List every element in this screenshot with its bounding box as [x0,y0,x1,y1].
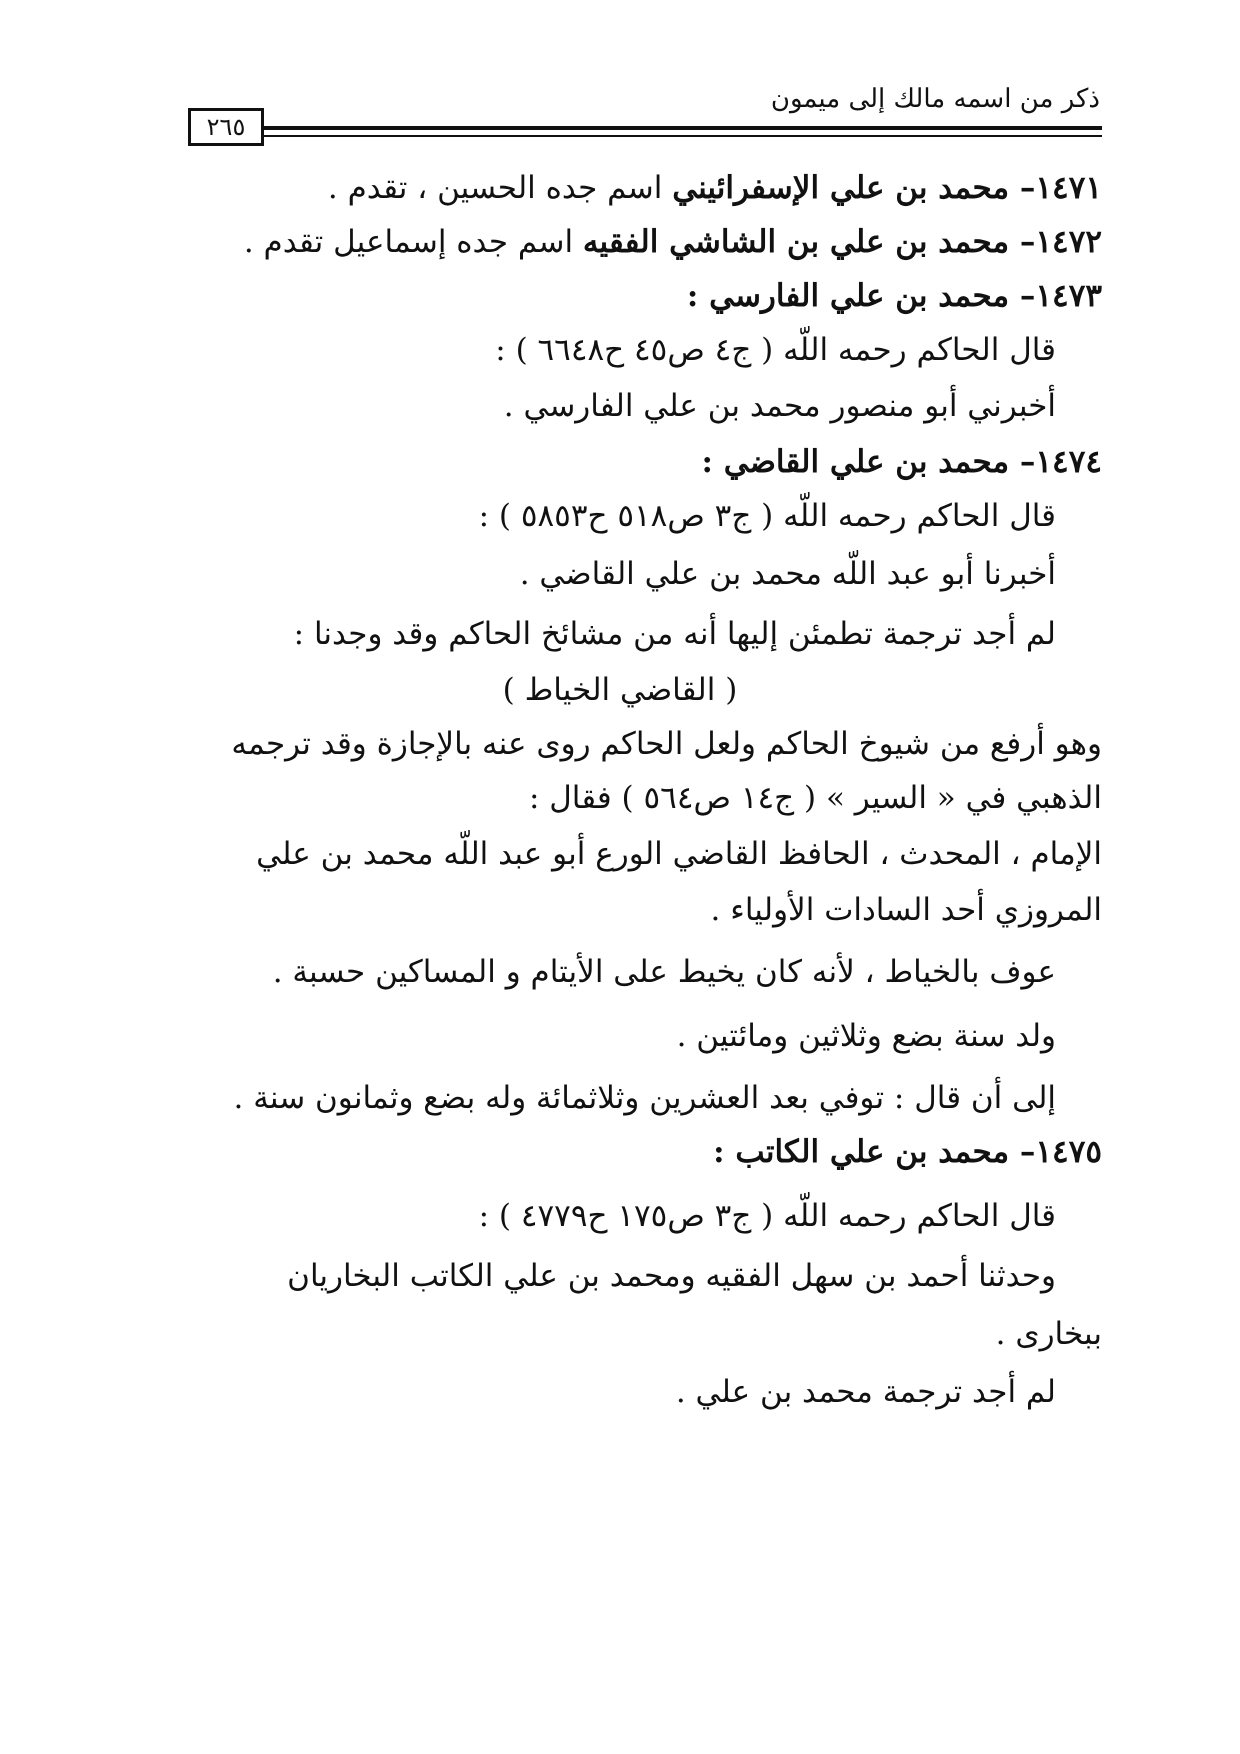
running-title: ذكر من اسمه مالك إلى ميمون [770,84,1100,114]
entry-1472-note: اسم جده إسماعيل تقدم . [243,224,583,260]
entry-1471-note: اسم جده الحسين ، تقدم . [327,170,673,206]
text-line: قال الحاكم رحمه اللّه ( ج٤ ص٤٥ ح٦٦٤٨ ) : [495,332,1056,368]
text-line: لم أجد ترجمة تطمئن إليها أنه من مشائخ الحاكم وقد وجدنا : [293,616,1056,652]
text-line: وهو أرفع من شيوخ الحاكم ولعل الحاكم روى عنه بالإجازة وقد ترجمه [231,726,1102,762]
header-rule-thick [264,126,1102,130]
entry-1475-heading: ١٤٧٥– محمد بن علي الكاتب : [713,1134,1102,1170]
text-line: لم أجد ترجمة محمد بن علي . [675,1374,1056,1410]
entry-1474-heading: ١٤٧٤– محمد بن علي القاضي : [701,444,1102,480]
header-rule-thin [264,135,1102,137]
text-line: إلى أن قال : توفي بعد العشرين وثلاثمائة وله بضع وثمانون سنة . [233,1080,1056,1116]
entry-1472 [244,222,1102,262]
text-line: المروزي أحد السادات الأولياء . [710,892,1102,928]
entry-1472-heading: ١٤٧٢– محمد بن علي بن الشاشي الفقيه [582,224,1102,260]
entry-1473 [687,276,1102,316]
text-line: الإمام ، المحدث ، الحافظ القاضي الورع أبو عبد اللّه محمد بن علي [256,836,1102,872]
page-number: ٢٦٥ [188,108,264,146]
text-line: قال الحاكم رحمه اللّه ( ج٣ ص٥١٨ ح٥٨٥٣ ) : [478,498,1056,534]
text-line: ببخارى . [995,1316,1102,1352]
entry-1473-heading: ١٤٧٣– محمد بن علي الفارسي : [686,278,1102,314]
text-line: الذهبي في « السير » ( ج١٤ ص٥٦٤ ) فقال : [528,780,1102,816]
text-line: أخبرني أبو منصور محمد بن علي الفارسي . [503,388,1056,424]
text-line: ولد سنة بضع وثلاثين ومائتين . [676,1018,1056,1054]
text-line-centered: ( القاضي الخياط ) [502,672,738,708]
entry-1475 [713,1132,1102,1172]
entry-1474 [702,442,1103,482]
text-line: عوف بالخياط ، لأنه كان يخيط على الأيتام و المساكين حسبة . [272,954,1056,990]
entry-1471 [328,168,1102,208]
entry-1471-heading: ١٤٧١– محمد بن علي الإسفرائيني [672,170,1102,206]
text-line: أخبرنا أبو عبد اللّه محمد بن علي القاضي . [519,556,1056,592]
text-line: وحدثنا أحمد بن سهل الفقيه ومحمد بن علي الكاتب البخاريان [287,1258,1056,1294]
text-line: قال الحاكم رحمه اللّه ( ج٣ ص١٧٥ ح٤٧٧٩ ) : [478,1198,1056,1234]
